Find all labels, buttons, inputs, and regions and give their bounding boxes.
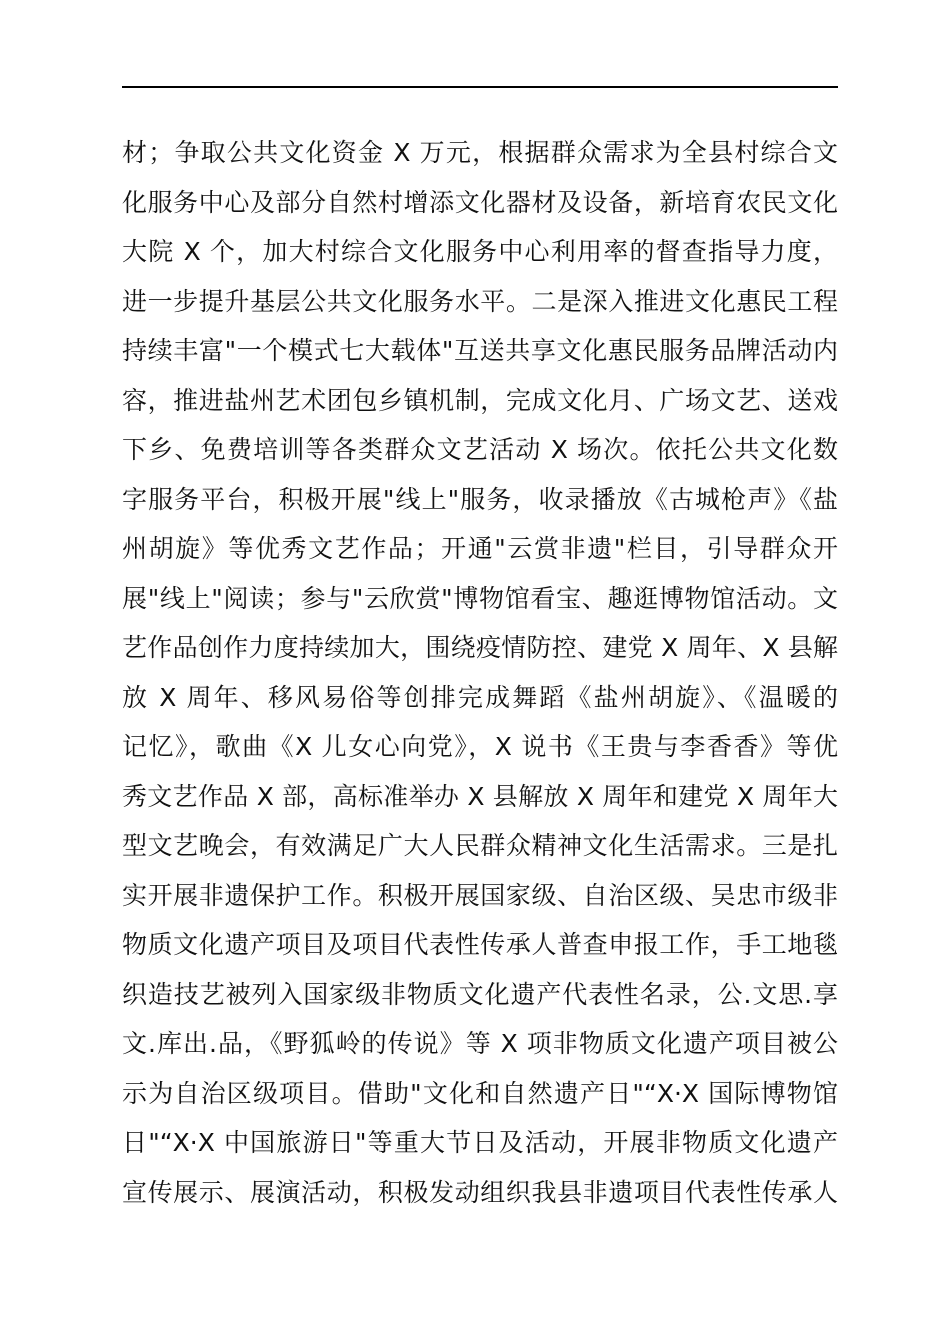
text-line: 文.库出.品，《野狐岭的传说》等 X 项非物质文化遗产项目被公 — [122, 1029, 838, 1058]
text-line: 大院 X 个，加大村综合文化服务中心利用率的督查指导力度， — [122, 237, 838, 266]
text-line: 材；争取公共文化资金 X 万元，根据群众需求为全县村综合文 — [122, 138, 838, 167]
text-line: 容，推进盐州艺术团包乡镇机制，完成文化月、广场文艺、送戏 — [122, 385, 838, 415]
text-line: 实开展非遗保护工作。积极开展国家级、自治区级、吴忠市级非 — [122, 880, 838, 910]
text-line: 示为自治区级项目。借助"文化和自然遗产日"“X·X 国际博物馆 — [122, 1078, 838, 1108]
text-line: 展"线上"阅读；参与"云欣赏"博物馆看宝、趣逛博物馆活动。文 — [122, 583, 838, 613]
text-line: 织造技艺被列入国家级非物质文化遗产代表性名录，公.文思.享 — [122, 979, 838, 1009]
text-line: 字服务平台，积极开展"线上"服务，收录播放《古城枪声》《盐 — [122, 484, 838, 514]
text-line: 型文艺晚会，有效满足广大人民群众精神文化生活需求。三是扎 — [122, 831, 838, 860]
text-line: 记忆》，歌曲《X 儿女心向党》，X 说书《王贵与李香香》等优 — [122, 732, 838, 761]
text-line: 化服务中心及部分自然村增添文化器材及设备，新培育农民文化 — [122, 187, 838, 217]
text-line: 秀文艺作品 X 部，高标准举办 X 县解放 X 周年和建党 X 周年大 — [122, 781, 838, 811]
text-line: 进一步提升基层公共文化服务水平。二是深入推进文化惠民工程 — [122, 286, 838, 316]
text-line: 日"“X·X 中国旅游日"等重大节日及活动，开展非物质文化遗产 — [122, 1128, 838, 1157]
header-rule — [122, 86, 838, 88]
text-line: 艺作品创作力度持续加大，围绕疫情防控、建党 X 周年、X 县解 — [122, 633, 838, 662]
text-line: 下乡、免费培训等各类群众文艺活动 X 场次。依托公共文化数 — [122, 435, 838, 464]
text-line: 物质文化遗产项目及项目代表性传承人普查申报工作，手工地毯 — [122, 930, 838, 959]
text-line: 宣传展示、展演活动，积极发动组织我县非遗项目代表性传承人 — [122, 1177, 838, 1207]
text-line: 放 X 周年、移风易俗等创排完成舞蹈《盐州胡旋》、《温暖的 — [122, 682, 838, 712]
text-line: 持续丰富"一个模式七大载体"互送共享文化惠民服务品牌活动内 — [122, 336, 838, 365]
text-line: 州胡旋》等优秀文艺作品；开通"云赏非遗"栏目，引导群众开 — [122, 534, 838, 563]
body-text — [122, 128, 838, 1217]
